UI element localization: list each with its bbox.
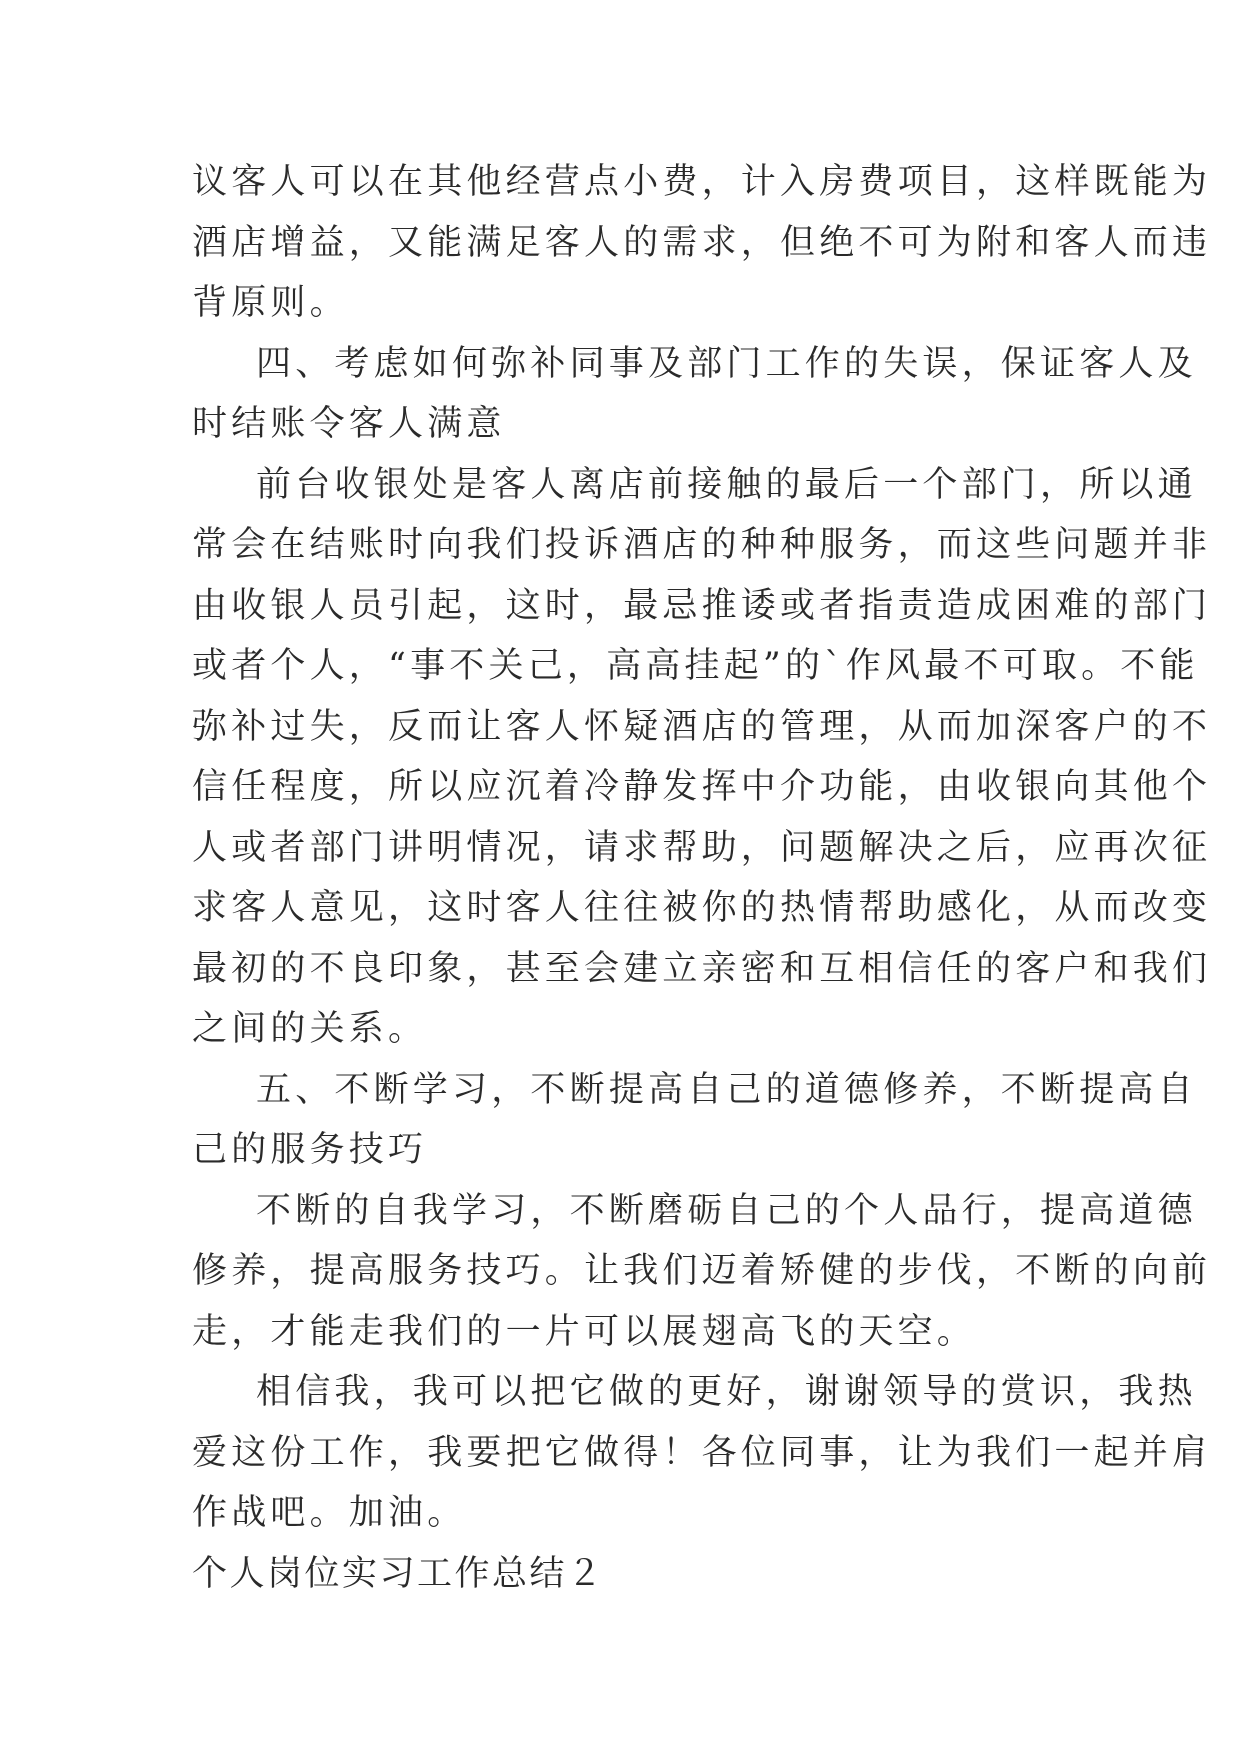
text-line: 信任程度，所以应沉着冷静发挥中介功能，由收银向其他个 (192, 767, 1212, 807)
section-heading-five: 五、不断学习，不断提高自己的道德修养，不断提高自 (256, 1069, 1197, 1110)
text-line: 爱这份工作，我要把它做得！各位同事，让为我们一起并肩 (192, 1432, 1212, 1473)
text-line: 走，才能走我们的一片可以展翅高飞的天空。 (192, 1311, 977, 1352)
paragraph-start: 前台收银处是客人离店前接触的最后一个部门，所以通 (256, 464, 1197, 505)
text-line: 或者个人，“事不关己，高高挂起”的`作风最不可取。不能 (192, 646, 1199, 686)
paragraph-start: 不断的自我学习，不断磨砺自己的个人品行，提高道德 (256, 1190, 1197, 1231)
text-line: 修养，提高服务技巧。让我们迈着矫健的步伐，不断的向前 (192, 1251, 1212, 1291)
text-line: 弥补过失，反而让客人怀疑酒店的管理，从而加深客户的不 (192, 706, 1212, 747)
section-heading-five-cont: 己的服务技巧 (192, 1130, 428, 1170)
text-line: 之间的关系。 (192, 1009, 428, 1049)
text-line: 酒店增益，又能满足客人的需求，但绝不可为附和客人而违 (192, 222, 1212, 263)
document-section-title: 个人岗位实习工作总结２ (192, 1553, 605, 1594)
paragraph-start: 相信我，我可以把它做的更好，谢谢领导的赏识，我热 (256, 1372, 1197, 1412)
text-line: 人或者部门讲明情况，请求帮助，问题解决之后，应再次征 (192, 827, 1212, 868)
text-line: 最初的不良印象，甚至会建立亲密和互相信任的客户和我们 (192, 948, 1212, 989)
text-line: 背原则。 (192, 283, 349, 323)
text-line: 议客人可以在其他经营点小费，计入房费项目，这样既能为 (192, 162, 1212, 202)
text-line: 求客人意见，这时客人往往被你的热情帮助感化，从而改变 (192, 888, 1212, 928)
document-body (192, 152, 1212, 1604)
section-heading-four-cont: 时结账令客人满意 (192, 404, 506, 444)
text-line: 作战吧。加油。 (192, 1493, 467, 1533)
section-heading-four: 四、考虑如何弥补同事及部门工作的失误，保证客人及 (256, 343, 1197, 384)
text-line: 常会在结账时向我们投诉酒店的种种服务，而这些问题并非 (192, 525, 1212, 565)
text-line: 由收银人员引起，这时，最忌推诿或者指责造成困难的部门 (192, 585, 1212, 626)
